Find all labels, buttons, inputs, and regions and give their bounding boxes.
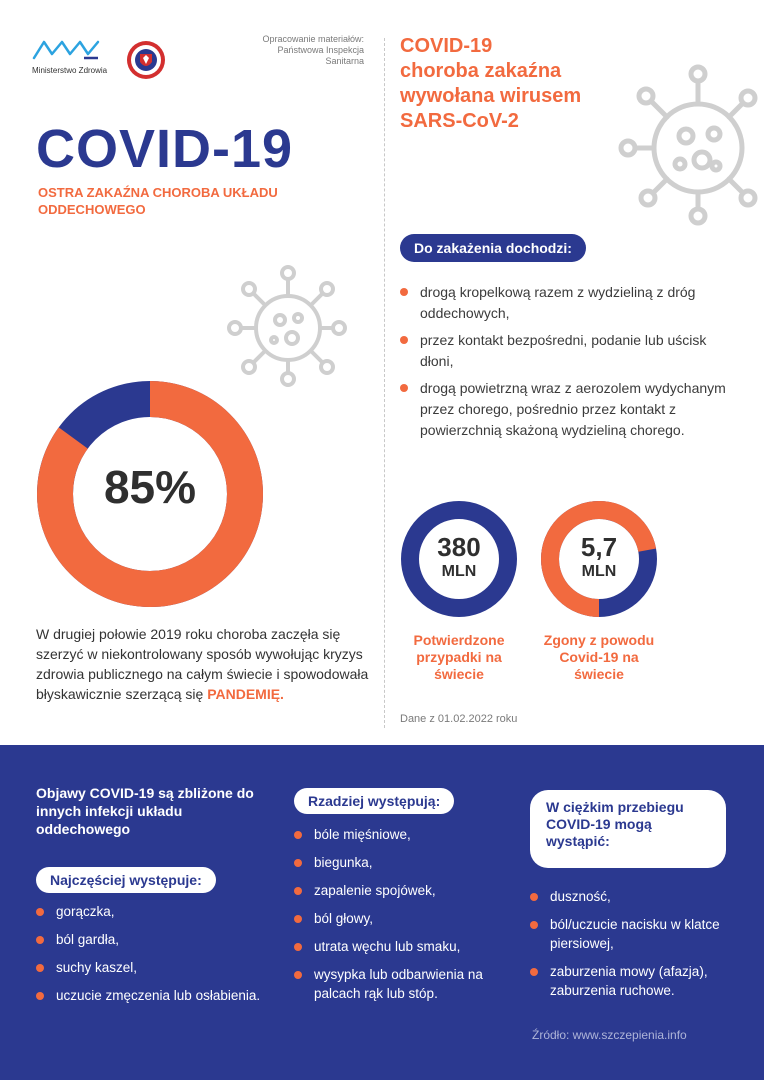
bullet-icon <box>530 893 538 901</box>
credit-line: Sanitarna <box>325 56 364 66</box>
bullet-icon <box>294 831 302 839</box>
bullet-icon <box>294 943 302 951</box>
cases-caption: Potwierdzone przypadki na świecie <box>413 632 505 682</box>
symptoms-heading: Objawy COVID-19 są zbliżone do innych infekcji układu oddechowego <box>36 785 254 837</box>
list-item-text: gorączka, <box>56 904 115 919</box>
bullet-icon <box>36 992 44 1000</box>
deaths-number: 5,7 <box>580 532 618 562</box>
list-item-text: duszność, <box>550 889 611 904</box>
list-item-text: zapalenie spojówek, <box>314 883 436 898</box>
list-item <box>36 902 286 921</box>
list-item-text: ból/uczucie nacisku w klatce piersiowej, <box>550 917 720 951</box>
credit-text <box>228 34 364 67</box>
bullet-icon <box>294 971 302 979</box>
bullet-icon <box>36 964 44 972</box>
list-item <box>400 282 734 324</box>
list-item <box>400 330 734 372</box>
bullet-icon <box>400 288 408 296</box>
credit-line: Opracowanie materiałów: <box>262 34 364 44</box>
page-title: COVID-19 <box>36 119 294 179</box>
disease-definition <box>400 34 630 134</box>
list-item-text: uczucie zmęczenia lub osłabienia. <box>56 988 261 1003</box>
severe-symptoms-heading: W ciężkim przebiegu COVID-19 mogą wystąpić: <box>530 790 726 868</box>
list-item-text: biegunka, <box>314 855 373 870</box>
list-item <box>36 958 286 977</box>
list-item-text: drogą kropelkową razem z wydzieliną z dróg oddechowych, <box>420 284 696 321</box>
list-item-text: utrata węchu lub smaku, <box>314 939 461 954</box>
page-subtitle: OSTRA ZAKAŹNA CHOROBA UKŁADU ODDECHOWEGO <box>38 185 278 217</box>
cases-number: 380 <box>437 532 481 562</box>
virus-icon <box>616 56 764 226</box>
list-item <box>294 881 514 900</box>
list-item-text: drogą powietrzną wraz z aerozolem wydychanym przez chorego, pośrednio przez kontakt z powierzchnią skażoną wydzieliną chorego. <box>420 380 726 438</box>
infection-heading: Do zakażenia dochodzi: <box>400 234 586 262</box>
definition-line: choroba zakaźna <box>400 60 562 82</box>
bullet-icon <box>36 908 44 916</box>
bullet-icon <box>530 921 538 929</box>
definition-line: SARS-CoV-2 <box>400 110 519 132</box>
list-item <box>530 887 750 906</box>
list-item <box>530 915 750 953</box>
list-item-text: bóle mięśniowe, <box>314 827 411 842</box>
list-item <box>294 909 514 928</box>
credit-line: Państwowa Inspekcja <box>277 45 364 55</box>
deaths-unit: MLN <box>581 563 617 580</box>
common-symptoms-list <box>36 902 286 1014</box>
bullet-icon <box>294 915 302 923</box>
list-item-text: przez kontakt bezpośredni, podanie lub uścisk dłoni, <box>420 332 707 369</box>
deaths-caption: Zgony z powodu Covid-19 na świecie <box>543 632 655 682</box>
list-item-text: wysypka lub odbarwienia na palcach rąk lub stóp. <box>314 967 483 1001</box>
intro-highlight: PANDEMIĘ. <box>207 686 284 702</box>
rare-symptoms-heading: Rzadziej występują: <box>294 788 454 814</box>
bullet-icon <box>36 936 44 944</box>
list-item-text: ból głowy, <box>314 911 374 926</box>
bullet-icon <box>294 887 302 895</box>
list-item <box>400 378 734 441</box>
list-item-text: suchy kaszel, <box>56 960 138 975</box>
column-divider <box>384 38 385 728</box>
ministry-logo <box>32 38 108 75</box>
common-symptoms-heading: Najczęściej występuje: <box>36 867 216 893</box>
intro-paragraph <box>36 624 370 704</box>
bullet-icon <box>400 384 408 392</box>
ministry-logo-text: Ministerstwo Zdrowia <box>32 66 108 75</box>
intro-text: W drugiej połowie 2019 roku choroba zaczęła się szerzyć w niekontrolowany sposób wywołując kryzys zdrowia publicznego na całym świecie i spowodowała błyskawicznie szerzącą się <box>36 626 369 702</box>
definition-line: COVID-19 <box>400 35 493 57</box>
list-item <box>36 930 286 949</box>
percentage-label: 85% <box>103 461 197 513</box>
ministry-logo-icon <box>32 38 102 60</box>
list-item <box>294 965 514 1003</box>
rare-symptoms-list <box>294 825 514 1012</box>
infection-list <box>400 282 734 447</box>
list-item-text: zaburzenia mowy (afazja), zaburzenia ruchowe. <box>550 964 708 998</box>
bullet-icon <box>294 859 302 867</box>
source-note: Źródło: www.szczepienia.info <box>532 1028 687 1042</box>
list-item <box>530 962 750 1000</box>
data-date: Dane z 01.02.2022 roku <box>400 713 518 725</box>
severe-symptoms-list <box>530 887 750 1009</box>
cases-unit: MLN <box>441 563 477 580</box>
virus-icon <box>226 262 350 392</box>
bullet-icon <box>400 336 408 344</box>
list-item <box>294 937 514 956</box>
list-item <box>36 986 286 1005</box>
list-item-text: ból gardła, <box>56 932 120 947</box>
list-item <box>294 853 514 872</box>
bullet-icon <box>530 968 538 976</box>
definition-line: wywołana wirusem <box>400 85 582 107</box>
gis-emblem-icon <box>126 40 166 80</box>
list-item <box>294 825 514 844</box>
